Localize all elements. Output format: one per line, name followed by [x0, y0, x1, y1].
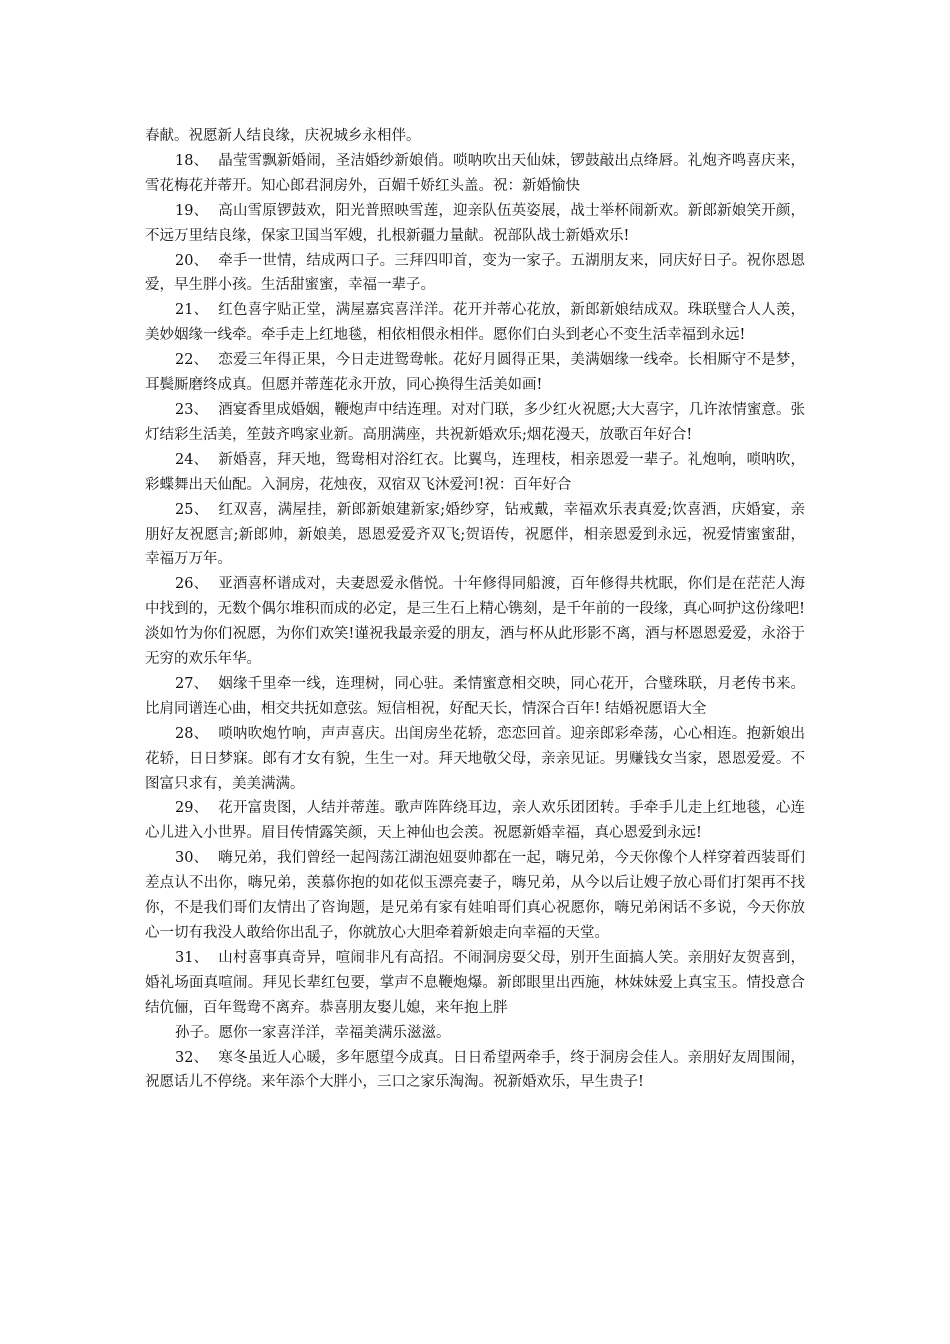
paragraph: [145, 572, 805, 672]
paragraph-number: 21、: [175, 302, 209, 319]
paragraph-text: 寒冬虽近人心暖，多年愿望今成真。日日希望两牵手，终于洞房会佳人。亲朋好友周围闹，祝愿话儿不停绕。来年添个大胖小，三口之家乐淘淘。祝新婚欢乐，早生贵子!: [145, 1049, 805, 1091]
document-body: [145, 124, 805, 1095]
paragraph-text: 唢呐吹炮竹响，声声喜庆。出闺房坐花轿，恋恋回首。迎亲郎彩牵荡，心心相连。抱新娘出花轿，日日梦寐。郎有才女有貌，生生一对。拜天地敬父母，亲亲见证。男赚钱女当家，恩恩爱爱。不图富只求有，美美满满。: [145, 725, 805, 792]
paragraph: [145, 249, 805, 299]
paragraph: [145, 498, 805, 573]
paragraph-number: 27、: [175, 675, 209, 692]
paragraph: [145, 348, 805, 398]
paragraph-text: 花开富贵图，人结并蒂莲。歌声阵阵绕耳边，亲人欢乐团团转。手牵手儿走上红地毯，心连心儿进入小世界。眉目传情露笑颜，天上神仙也会羡。祝愿新婚幸福，真心恩爱到永远!: [145, 800, 805, 842]
paragraph-number: 25、: [175, 501, 209, 518]
paragraph-number: 29、: [175, 800, 209, 817]
paragraph-number: 22、: [175, 352, 209, 369]
paragraph-text: 牵手一世情，结成两口子。三拜四叩首，变为一家子。五湖朋友来，同庆好日子。祝你恩恩爱，早生胖小孩。生活甜蜜蜜，幸福一辈子。: [145, 252, 805, 294]
paragraph: [145, 448, 805, 498]
paragraph-number: 24、: [175, 451, 209, 468]
paragraph-text: 恋爱三年得正果，今日走进鸳鸯帐。花好月圆得正果，美满姻缘一线牵。长相厮守不是梦，耳鬓厮磨终成真。但愿并蒂莲花永开放，同心换得生活美如画!: [145, 352, 805, 394]
paragraph-number: 30、: [175, 850, 209, 867]
paragraph-text: 红色喜字贴正堂，满屋嘉宾喜洋洋。花开并蒂心花放，新郎新娘结成双。珠联璧合人人羡，美妙姻缘一线牵。牵手走上红地毯，相依相偎永相伴。愿你们白头到老心不变生活幸福到永远!: [145, 302, 805, 344]
paragraph: [145, 298, 805, 348]
paragraph-text: 嗨兄弟，我们曾经一起闯荡江湖泡妞耍帅都在一起，嗨兄弟，今天你像个人样穿着西装哥们差点认不出你，嗨兄弟，羡慕你抱的如花似玉漂亮妻子，嗨兄弟，从今以后让嫂子放心哥们打架再不找你，不是我们哥们友情出了咨询题，是兄弟有家有娃咱哥们真心祝愿你，嗨兄弟闲话不多说，今天你放心一切有我没人敢给你出乱子，你就放心大胆牵着新娘走向幸福的天堂。: [145, 850, 805, 941]
paragraph: [145, 1046, 805, 1096]
paragraph-text: 晶莹雪飘新婚闹，圣洁婚纱新娘俏。唢呐吹出天仙妹，锣鼓敲出点绛唇。礼炮齐鸣喜庆来，雪花梅花并蒂开。知心郎君洞房外，百媚千娇红头盖。祝：新婚愉快: [145, 152, 805, 194]
paragraph: [145, 672, 805, 722]
paragraph-number: 26、: [175, 576, 209, 593]
paragraph-text: 山村喜事真奇异，喧闹非凡有高招。不闹洞房耍父母，别开生面搞人笑。亲朋好友贺喜到，婚礼场面真喧闹。拜见长辈红包要，掌声不息鞭炮爆。新郎眼里出西施，林妹妹爱上真宝玉。情投意合结伉俪，百年鸳鸯不离弃。恭喜朋友娶儿媳，来年抱上胖: [145, 949, 805, 1016]
paragraph: [145, 149, 805, 199]
paragraph-text: 孙子。愿你一家喜洋洋，幸福美满乐滋滋。: [175, 1024, 451, 1041]
paragraph-number: 18、: [175, 152, 209, 169]
paragraph-text: 新婚喜，拜天地，鸳鸯相对浴红衣。比翼鸟，连理枝，相亲恩爱一辈子。礼炮响，唢呐吹，彩蝶舞出天仙配。入洞房，花烛夜，双宿双飞沐爱河!祝：百年好合: [145, 451, 805, 493]
paragraph: [145, 124, 805, 149]
paragraph-text: 亚酒喜杯谱成对，夫妻恩爱永偕悦。十年修得同船渡，百年修得共枕眠，你们是在茫茫人海中找到的，无数个偶尔堆积而成的必定，是三生石上精心镌刻，是千年前的一段缘，真心呵护这份缘吧!淡如竹为你们祝愿，为你们欢笑!谨祝我最亲爱的朋友，酒与杯从此形影不离，酒与杯恩恩爱爱，永浴于无穷的欢乐年华。: [145, 576, 805, 668]
paragraph-number: 31、: [175, 949, 209, 966]
paragraph-text: 姻缘千里牵一线，连理树，同心驻。柔情蜜意相交映，同心花开，合璧珠联，月老传书来。比肩同谱连心曲，相交共抚如意弦。短信相祝，好配天长，情深合百年! 结婚祝愿语大全: [145, 675, 805, 717]
paragraph: [145, 846, 805, 946]
paragraph-text: 春献。祝愿新人结良缘，庆祝城乡永相伴。: [145, 128, 421, 144]
paragraph-number: 23、: [175, 401, 209, 418]
paragraph-text: 酒宴香里成婚姻，鞭炮声中结连理。对对门联，多少红火祝愿;大大喜字，几许浓情蜜意。张灯结彩生活美，笙鼓齐鸣家业新。高朋满座，共祝新婚欢乐;烟花漫天，放歌百年好合!: [145, 401, 805, 443]
paragraph: [145, 1021, 805, 1046]
paragraph: [145, 199, 805, 249]
paragraph-number: 32、: [175, 1049, 209, 1066]
paragraph: [145, 946, 805, 1021]
paragraph: [145, 796, 805, 846]
paragraph: [145, 398, 805, 448]
paragraph-text: 高山雪原锣鼓欢，阳光普照映雪莲，迎亲队伍英姿展，战士举杯闹新欢。新郎新娘笑开颜，不远万里结良缘，保家卫国当军嫂，扎根新疆力量献。祝部队战士新婚欢乐!: [145, 202, 805, 244]
paragraph: [145, 722, 805, 797]
paragraph-number: 28、: [175, 725, 209, 742]
paragraph-number: 20、: [175, 252, 209, 269]
paragraph-number: 19、: [175, 202, 209, 219]
paragraph-text: 红双喜，满屋挂，新郎新娘建新家;婚纱穿，钻戒戴，幸福欢乐表真爱;饮喜酒，庆婚宴，亲朋好友祝愿言;新郎帅，新娘美，恩恩爱爱齐双飞;贺语传，祝愿伴，相亲恩爱到永远，祝爱情蜜蜜甜，幸福万万年。: [145, 501, 805, 568]
